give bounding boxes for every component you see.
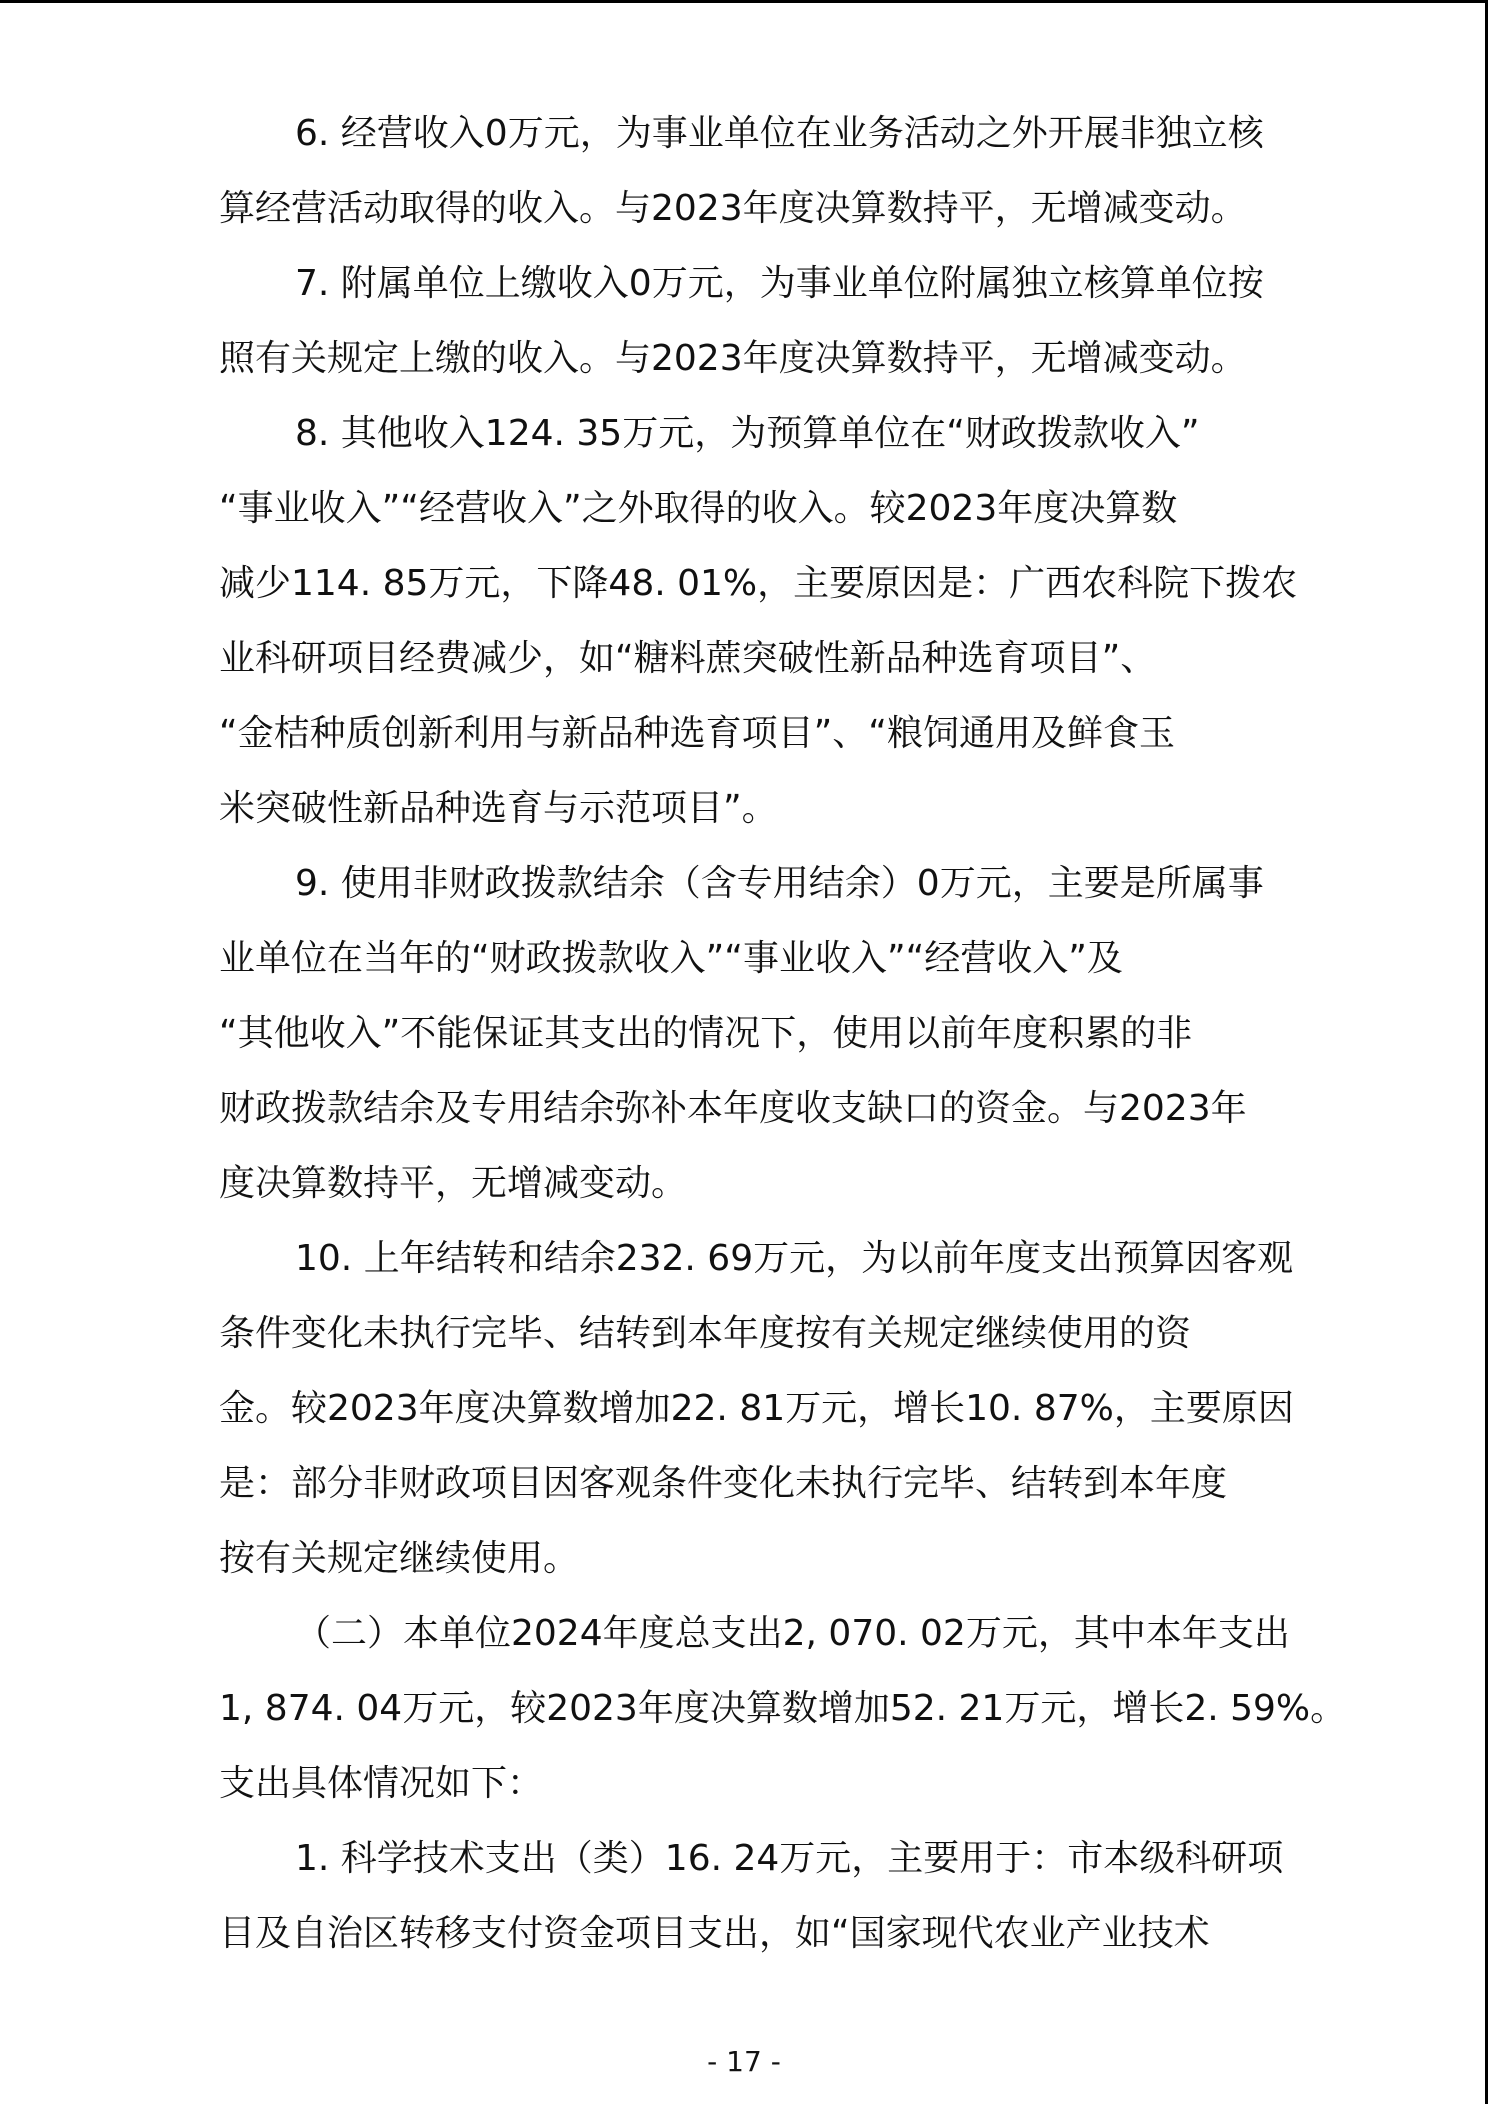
text-line: 金。较2023年度决算数增加22. 81万元，增长10. 87%，主要原因 bbox=[219, 1388, 1294, 1429]
text-line: “其他收入”不能保证其支出的情况下，使用以前年度积累的非 bbox=[219, 1013, 1193, 1054]
text-line: 1. 科学技术支出（类）16. 24万元，主要用于：市本级科研项 bbox=[295, 1838, 1284, 1879]
text-line: （二）本单位2024年度总支出2, 070. 02万元，其中本年支出 bbox=[295, 1613, 1290, 1654]
text-line: 6. 经营收入0万元，为事业单位在业务活动之外开展非独立核 bbox=[295, 113, 1264, 154]
text-line: 按有关规定继续使用。 bbox=[219, 1538, 580, 1579]
text-line: 米突破性新品种选育与示范项目”。 bbox=[219, 788, 778, 829]
text-line: 业科研项目经费减少，如“糖料蔗突破性新品种选育项目”、 bbox=[219, 638, 1157, 679]
text-line: 1, 874. 04万元，较2023年度决算数增加52. 21万元，增长2. 59%。 bbox=[219, 1688, 1347, 1729]
top-border bbox=[0, 0, 1488, 3]
text-line: “事业收入”“经营收入”之外取得的收入。较2023年度决算数 bbox=[219, 488, 1178, 529]
document-body bbox=[219, 96, 1347, 1971]
text-line: 业单位在当年的“财政拨款收入”“事业收入”“经营收入”及 bbox=[219, 938, 1123, 979]
text-line: 8. 其他收入124. 35万元，为预算单位在“财政拨款收入” bbox=[295, 413, 1200, 454]
text-line: 财政拨款结余及专用结余弥补本年度收支缺口的资金。与2023年 bbox=[219, 1088, 1247, 1129]
text-line: 是：部分非财政项目因客观条件变化未执行完毕、结转到本年度 bbox=[219, 1463, 1228, 1504]
text-line: 支出具体情况如下： bbox=[219, 1763, 544, 1804]
text-line: 10. 上年结转和结余232. 69万元，为以前年度支出预算因客观 bbox=[295, 1238, 1294, 1279]
text-line: 减少114. 85万元，下降48. 01%，主要原因是：广西农科院下拨农 bbox=[219, 563, 1298, 604]
page-number: - 17 - bbox=[707, 2045, 781, 2078]
text-line: 目及自治区转移支付资金项目支出，如“国家现代农业产业技术 bbox=[219, 1913, 1210, 1954]
text-line: 照有关规定上缴的收入。与2023年度决算数持平，无增减变动。 bbox=[219, 338, 1247, 379]
text-line: “金桔种质创新利用与新品种选育项目”、“粮饲通用及鲜食玉 bbox=[219, 713, 1175, 754]
text-line: 9. 使用非财政拨款结余（含专用结余）0万元，主要是所属事 bbox=[295, 863, 1264, 904]
text-line: 算经营活动取得的收入。与2023年度决算数持平，无增减变动。 bbox=[219, 188, 1247, 229]
text-line: 条件变化未执行完毕、结转到本年度按有关规定继续使用的资 bbox=[219, 1313, 1192, 1354]
text-line: 7. 附属单位上缴收入0万元，为事业单位附属独立核算单位按 bbox=[295, 263, 1264, 304]
text-line: 度决算数持平，无增减变动。 bbox=[219, 1163, 688, 1204]
